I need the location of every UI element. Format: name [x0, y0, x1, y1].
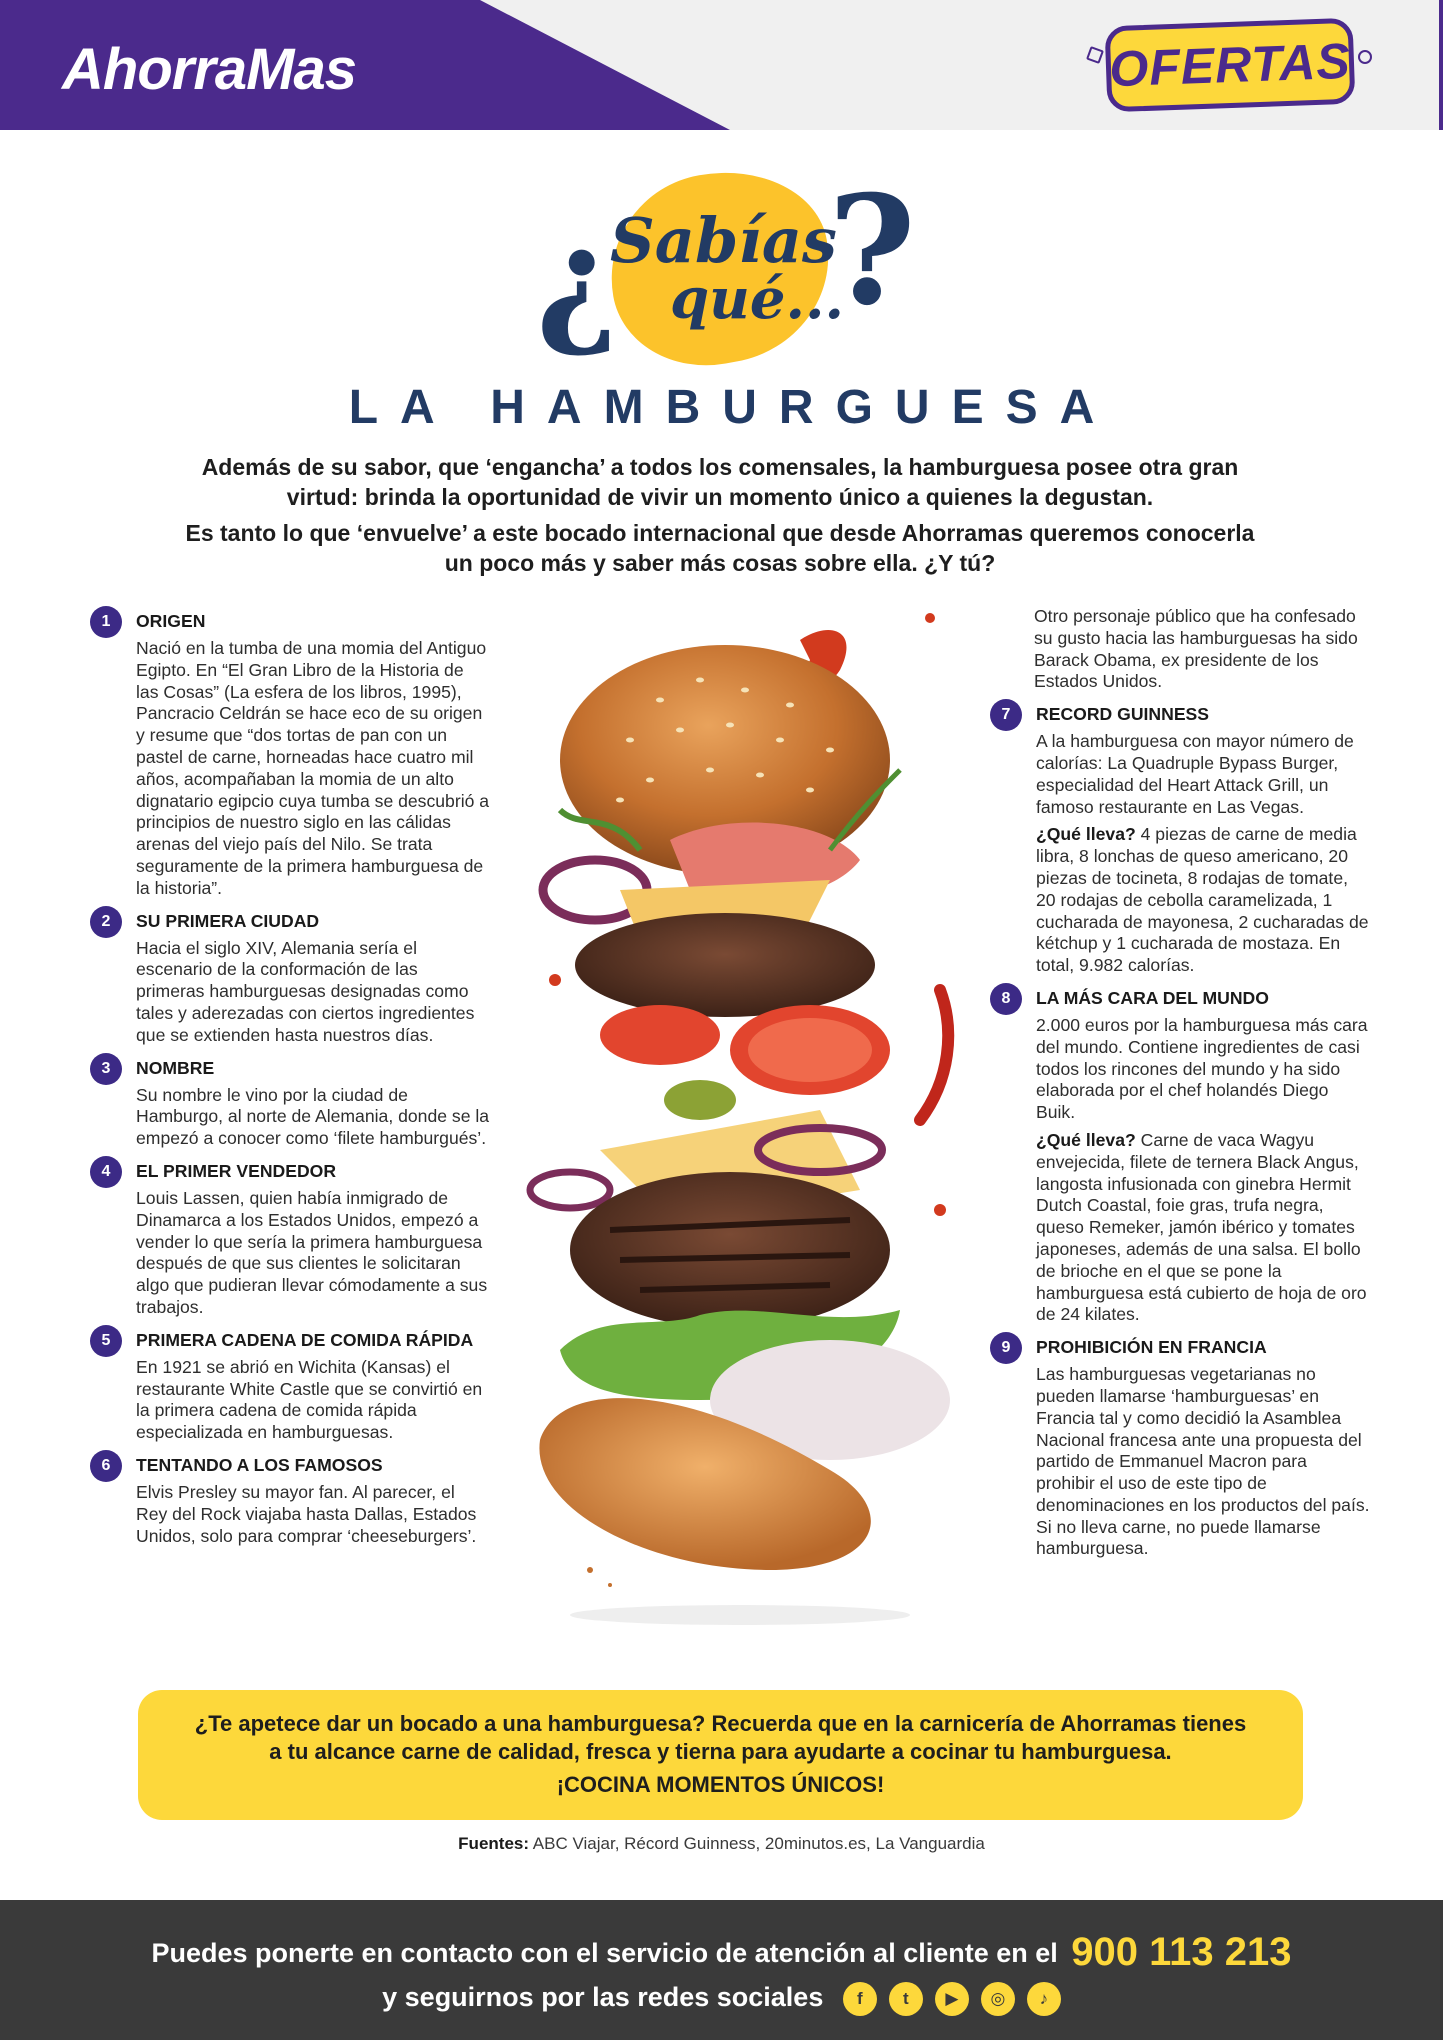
instagram-icon[interactable]: ◎: [981, 1982, 1015, 2016]
page-title: LA HAMBURGUESA: [348, 381, 1117, 434]
fact-heading: SU PRIMERA CIUDAD: [136, 910, 320, 931]
cta-slogan: ¡COCINA MOMENTOS ÚNICOS!: [556, 1772, 885, 1797]
fact-item: [90, 1156, 490, 1319]
fact-ingredients: [1036, 824, 1370, 977]
fact-continuation-text: Otro personaje público que ha confesado su gusto hacia las hamburguesas ha sido Barack Obama, ex presidente de los Estados Unidos.: [1034, 606, 1358, 692]
fact-ingredients: [1036, 1130, 1370, 1326]
cta-line-1: ¿Te apetece dar un bocado a una hamburguesa? Recuerda que en la carnicería de Ahorramas tienes: [194, 1711, 1247, 1736]
fact-text: Su nombre le vino por la ciudad de Hamburgo, al norte de Alemania, donde se la empezó a conocer como ‘filete hamburgués’.: [136, 1084, 490, 1149]
social-icons: [843, 1982, 1061, 2016]
call-to-action-box: [138, 1690, 1303, 1820]
fact-text: Nació en la tumba de una momia del Antiguo Egipto. En “El Gran Libro de la Historia de las Cosas” (La esfera de los libros, 1995), Pancracio Celdrán se hace eco de su origen y resume que “dos tortas de pan con un pastel de carne, horneadas hace cuatro mil años, acompañaban la momia de un alto dignatario egipcio cuya tumba se descubrió a principios de nuestro siglo en las cálidas arenas del viejo país del Nilo. Se trata seguramente de la primera hamburguesa de la historia”.: [136, 638, 490, 898]
twitter-icon[interactable]: t: [889, 1982, 923, 2016]
fact-number-badge: 1: [90, 606, 122, 638]
fact-text: Las hamburguesas vegetarianas no pueden llamarse ‘hamburguesas’ en Francia tal y como decidió la Asamblea Nacional francesa ante una propuesta del partido de Emmanuel Macron para prohibir el uso de este tipo de denominaciones en los productos del país. Si no lleva carne, no puede llamarse hamburguesa.: [1036, 1364, 1370, 1559]
fact-item: [990, 983, 1370, 1326]
cta-line-2: a tu alcance carne de calidad, fresca y tierna para ayudarte a cocinar tu hamburguesa.: [269, 1739, 1172, 1764]
fact-text: 2.000 euros por la hamburguesa más cara del mundo. Contiene ingredientes de casi todos los rincones del mundo y ha sido elaborada por el chef holandés Diego Buik.: [1036, 1014, 1368, 1123]
fact-heading: PROHIBICIÓN EN FRANCIA: [1036, 1337, 1267, 1358]
fact-item: [90, 906, 490, 1047]
header-edge: [1439, 0, 1443, 130]
brand-logo[interactable]: AhorraMas: [62, 37, 356, 102]
fact-text: Hacia el siglo XIV, Alemania sería el escenario de la conformación de las primeras hamburguesas designadas como tales y aderezadas con ciertos ingredientes que se extienden hasta nuestros días.: [136, 937, 475, 1045]
intro-paragraph-2: Es tanto lo que ‘envuelve’ a este bocado internacional que desde Ahorramas queremos conocerla un poco más y saber más cosas sobre ella. ¿Y tú?: [185, 520, 1255, 576]
fact-heading: TENTANDO A LOS FAMOSOS: [136, 1454, 383, 1475]
ingredients-text: 4 piezas de carne de media libra, 8 lonchas de queso americano, 20 piezas de tocineta, 8 rodajas de tomate, 20 rodajas de cebolla caramelizada, 1 cucharada de mayonesa, 2 cucharadas de kétchup y 1 cucharada de mostaza. En total, 9.982 calorías.: [1036, 824, 1369, 976]
ofertas-badge[interactable]: [1105, 18, 1356, 113]
fact-item: [90, 1325, 490, 1444]
open-question-mark: ¿: [536, 198, 619, 362]
sources-label: Fuentes:: [458, 1834, 530, 1853]
close-question-mark: ?: [828, 163, 916, 339]
sabias-que-logo: [536, 163, 916, 368]
fact-heading: RECORD GUINNESS: [1036, 704, 1210, 725]
footer-social-text: y seguirnos por las redes sociales: [382, 1982, 824, 2013]
fact-item: [90, 1450, 490, 1547]
fact-number-badge: 9: [990, 1332, 1022, 1364]
burger-illustration: [500, 610, 980, 1630]
fact-heading: PRIMERA CADENA DE COMIDA RÁPIDA: [136, 1329, 474, 1350]
intro-paragraph-1: Además de su sabor, que ‘engancha’ a todos los comensales, la hamburguesa posee otra gran virtud: brinda la oportunidad de vivir un momento único a quienes la degustan.: [201, 454, 1239, 510]
fact-heading: LA MÁS CARA DEL MUNDO: [1036, 987, 1269, 1008]
ingredients-label: ¿Qué lleva?: [1036, 824, 1136, 845]
fact-item: [90, 1053, 490, 1150]
fact-item: [90, 606, 490, 900]
fact-text: A la hamburguesa con mayor número de calorías: La Quadruple Bypass Burger, especialidad del Heart Attack Grill, un famoso restaurante en Las Vegas.: [1036, 731, 1354, 817]
ofertas-label: OFERTAS: [1108, 32, 1352, 98]
footer-social-line: [0, 1982, 1443, 2016]
decorative-triangle-icon: [1086, 46, 1104, 64]
left-column: [90, 606, 490, 1553]
fact-number-badge: 2: [90, 906, 122, 938]
fact-heading: ORIGEN: [136, 611, 206, 631]
decorative-circle-icon: [1358, 50, 1372, 64]
fact-item: [990, 1332, 1370, 1560]
page-header: [0, 0, 1443, 130]
fact-text: En 1921 se abrió en Wichita (Kansas) el restaurante White Castle que se convirtió en la primera cadena de comida rápida especializada en hamburguesas.: [136, 1356, 483, 1443]
fact-item: [990, 699, 1370, 977]
logo-word-sabias: Sabías: [610, 204, 837, 277]
fact-number-badge: 4: [90, 1156, 122, 1188]
fact-heading: NOMBRE: [136, 1057, 215, 1078]
ingredients-text: Carne de vaca Wagyu envejecida, filete de ternera Black Angus, langosta infusionada con ginebra Hermit Dutch Coastal, foie gras, trufa negra, queso Remeker, jamón ibérico y tomates japoneses, además de una salsa. El bollo de brioche en el que se pone la hamburguesa está cubierto de hoja de oro de 24 kilates.: [1036, 1129, 1367, 1325]
fact-text: Louis Lassen, quien había inmigrado de Dinamarca a los Estados Unidos, empezó a vender lo que sería la primera hamburguesa después de que sus clientes le solicitaran algo que pudieran llevar cómodamente a sus trabajos.: [136, 1187, 488, 1317]
fact-number-badge: 6: [90, 1450, 122, 1482]
customer-service-phone[interactable]: 900 113 213: [1071, 1930, 1292, 1974]
fact-number-badge: 5: [90, 1325, 122, 1357]
page-footer: [0, 1900, 1443, 2040]
fact-number-badge: 7: [990, 699, 1022, 731]
footer-contact-text: Puedes ponerte en contacto con el servicio de atención al cliente en el: [151, 1938, 1058, 1968]
fact-text: Elvis Presley su mayor fan. Al parecer, el Rey del Rock viajaba hasta Dallas, Estados Unidos, solo para comprar ‘cheeseburgers’.: [136, 1481, 477, 1546]
fact-heading: EL PRIMER VENDEDOR: [136, 1160, 337, 1181]
youtube-icon[interactable]: ▶: [935, 1982, 969, 2016]
logo-word-que: qué...: [670, 266, 844, 332]
facebook-icon[interactable]: f: [843, 1982, 877, 2016]
ingredients-label: ¿Qué lleva?: [1036, 1129, 1136, 1150]
sources-line: [0, 1834, 1443, 1854]
sources-text: ABC Viajar, Récord Guinness, 20minutos.es, La Vanguardia: [529, 1834, 985, 1853]
tiktok-icon[interactable]: ♪: [1027, 1982, 1061, 2016]
fact-number-badge: 3: [90, 1053, 122, 1085]
footer-contact-line: [0, 1930, 1443, 1975]
right-column: [990, 606, 1370, 1566]
fact-number-badge: 8: [990, 983, 1022, 1015]
